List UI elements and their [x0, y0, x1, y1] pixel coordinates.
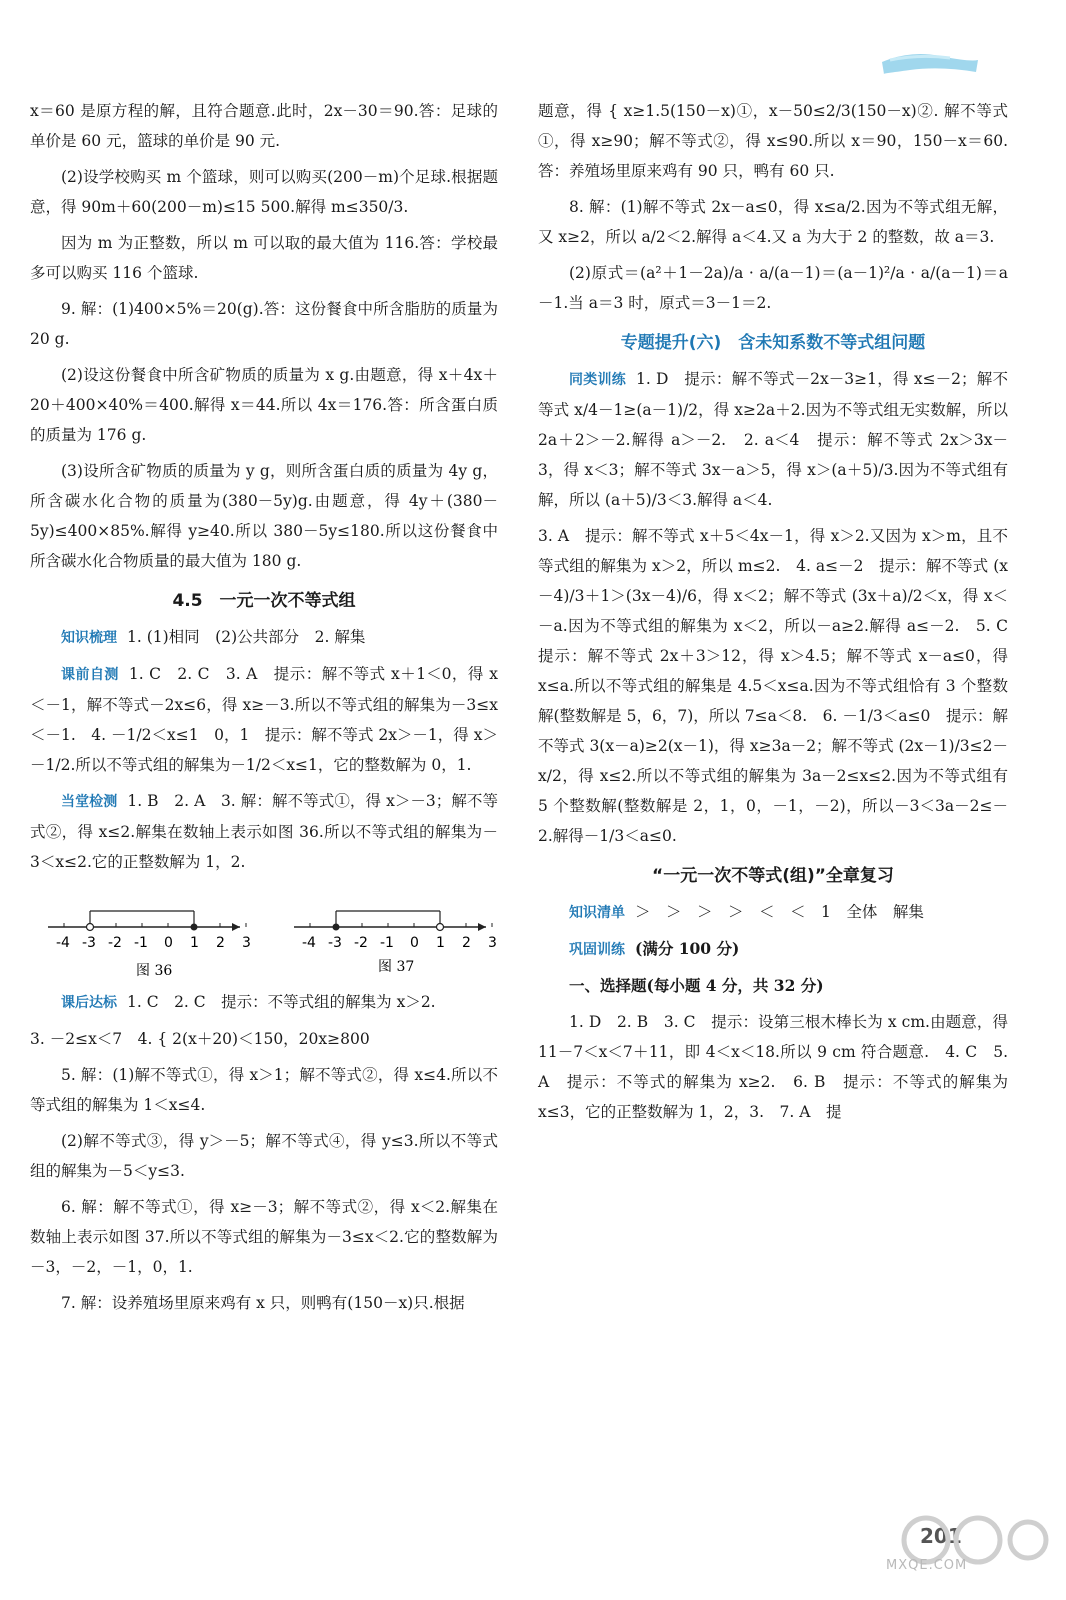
similar-training-text: 1. D 提示：解不等式－2x－3≥1，得 x≤－2；解不等式 x/4－1≥(a－1)/2，得 x≥2a＋2.因为不等式组无实数解，所以 2a＋2＞－2.解得 a＞－2. 2. a＜4 提示：解不等式 2x＞3x－3，得 x＜3；解不等式 3x－a＞5，得 x＞(a＋5)/3.因为不等式组有解，所以 (a＋5)/3＜3.解得 a＜4. — [538, 370, 1009, 509]
knowledge-summary — [30, 622, 498, 653]
pre-class-test-text: 1. C 2. C 3. A 提示：解不等式 x＋1＜0，得 x＜－1，解不等式－2x≤6，得 x≥－3.所以不等式组的解集为－3≤x＜－1. 4. －1/2＜x≤1 0，1 提示：解不等式 2x＞－1，得 x＞－1/2.所以不等式组的解集为－1/2＜x≤1，它的整数解为 0，1. — [30, 665, 499, 774]
fig36-tick-label: -1 — [134, 935, 148, 951]
fig37-tick-label: -4 — [302, 935, 316, 951]
question-5-part-2: (2)解不等式③，得 y＞－5；解不等式④，得 y≤3.所以不等式组的解集为－5＜y≤3. — [30, 1132, 498, 1180]
header-ribbon-decoration — [880, 48, 980, 78]
fig36-tick-label: 0 — [164, 935, 173, 951]
knowledge-list — [538, 897, 1008, 928]
fig36-tick-label: -3 — [82, 935, 96, 951]
question-6: 6. 解：解不等式①，得 x≥－3；解不等式②，得 x＜2.解集在数轴上表示如图 37.所以不等式组的解集为－3≤x＜2.它的整数解为－3，－2，－1，0，1. — [30, 1198, 498, 1276]
left-paragraph-1: x＝60 是原方程的解，且符合题意.此时，2x－30＝90.答：足球的单价是 60 元，篮球的单价是 90 元. — [30, 102, 498, 150]
knowledge-list-text: ＞ ＞ ＞ ＞ ＜ ＜ 1 全体 解集 — [635, 903, 924, 921]
tag-knowledge-summary: 知识梳理 — [61, 630, 117, 646]
consolidation-training — [538, 934, 1008, 965]
fig37-tick-label: 0 — [410, 935, 419, 951]
chapter-review-title: “一元一次不等式(组)”全章复习 — [652, 866, 894, 886]
similar-training — [538, 364, 1008, 515]
choice-answers: 1. D 2. B 3. C 提示：设第三根木棒长为 x cm.由题意，得 11－7＜x＜7＋11，即 4＜x＜18.所以 9 cm 符合题意. 4. C 5. A 提示：不等式的解集为 x≥2. 6. B 提示：不等式的解集为 x≤3，它的正整数解为 1，2，3. 7. A 提 — [538, 1013, 1008, 1121]
question-9-part-2: (2)设这份餐食中所含矿物质的质量为 x g.由题意，得 x＋4x＋20＋400×40%＝400.解得 x＝44.所以 4x＝176.答：所含蛋白质的质量为 176 g. — [30, 366, 498, 444]
watermark-text: MXQE.COM — [886, 1558, 968, 1573]
choice-section-title: 一、选择题(每小题 4 分，共 32 分) — [569, 976, 824, 995]
figure-36-caption: 图 36 — [136, 963, 173, 979]
fig37-tick-label: 1 — [436, 935, 445, 951]
fig36-tick-label: -4 — [56, 935, 70, 951]
question-8-part-2: (2)原式＝(a²＋1－2a)/a · a/(a－1)＝(a－1)²/a · a/(a－1)＝a－1.当 a＝3 时，原式＝3－1＝2. — [538, 264, 1008, 312]
tag-in-class-test: 当堂检测 — [61, 794, 118, 810]
tag-post-class: 课后达标 — [61, 995, 117, 1011]
tag-knowledge-list: 知识清单 — [569, 905, 625, 921]
fig37-tick-label: -3 — [328, 935, 342, 951]
question-7-start: 7. 解：设养殖场里原来鸡有 x 只，则鸭有(150－x)只.根据 — [61, 1294, 465, 1312]
in-class-test-text: 1. B 2. A 3. 解：解不等式①，得 x＞－3；解不等式②，得 x≤2.解集在数轴上表示如图 36.所以不等式组的解集为－3＜x≤2.它的正整数解为 1，2. — [30, 792, 498, 871]
fig37-tick-label: 3 — [488, 935, 497, 951]
watermark-logo — [870, 1510, 1050, 1590]
figure-37-caption: 图 37 — [378, 959, 415, 975]
left-paragraph-3: 因为 m 为正整数，所以 m 可以取的最大值为 116.答：学校最多可以购买 116 个篮球. — [30, 234, 498, 282]
fig36-tick-label: -2 — [108, 935, 122, 951]
fig37-tick-label: -1 — [380, 935, 394, 951]
question-5-part-1: 5. 解：(1)解不等式①，得 x＞1；解不等式②，得 x≤4.所以不等式组的解集为 1＜x≤4. — [30, 1066, 498, 1114]
fig37-tick-label: 2 — [462, 935, 471, 951]
question-8-part-1: 8. 解：(1)解不等式 2x－a≤0，得 x≤a/2.因为不等式组无解，又 x≥2，所以 a/2＜2.解得 a＜4.又 a 为大于 2 的整数，故 a＝3. — [538, 198, 1008, 246]
tag-similar-training: 同类训练 — [569, 372, 627, 388]
section-title-4-5: 4.5 一元一次不等式组 — [172, 591, 356, 611]
right-column — [538, 96, 1024, 1133]
special-topic-title: 专题提升(六) 含未知系数不等式组问题 — [620, 333, 926, 353]
number-line-fig36 — [44, 883, 251, 983]
page-number: 201 — [920, 1524, 962, 1548]
question-7-continued: 题意，得 { x≥1.5(150－x)①，x－50≤2/3(150－x)②. 解不等式①，得 x≥90；解不等式②，得 x≤90.所以 x＝90，150－x＝60.答：养殖场里原来鸡有 90 只，鸭有 60 只. — [538, 102, 1008, 180]
consolidation-score: (满分 100 分) — [635, 939, 740, 958]
question-9-part-3: (3)设所含矿物质的质量为 y g，则所含蛋白质的质量为 4y g，所含碳水化合物的质量为(380－5y)g.由题意，得 4y＋(380－5y)≤400×85%.解得 y≥40.所以 380－5y≤180.所以这份餐食中所含碳水化合物质量的最大值为 180 g. — [30, 462, 498, 570]
fig36-tick-label: 1 — [190, 935, 199, 951]
fig36-tick-label: 2 — [216, 935, 225, 951]
tag-consolidation-training: 巩固训练 — [569, 942, 625, 958]
in-class-test — [30, 786, 498, 877]
fig37-tick-label: -2 — [354, 935, 368, 951]
fig36-tick-label: 3 — [242, 935, 251, 951]
number-line-figures — [30, 883, 498, 983]
post-class — [30, 987, 498, 1018]
knowledge-summary-text: 1. (1)相同 (2)公共部分 2. 解集 — [127, 628, 366, 646]
post-class-text: 1. C 2. C 提示：不等式组的解集为 x＞2. — [127, 993, 436, 1011]
tag-pre-class-test: 课前自测 — [61, 667, 119, 683]
answers-3-4: 3. －2≤x＜7 4. { 2(x＋20)＜150，20x≥800 — [30, 1030, 370, 1048]
left-paragraph-2: (2)设学校购买 m 个篮球，则可以购买(200－m)个足球.根据题意，得 90m＋60(200－m)≤15 500.解得 m≤350/3. — [30, 168, 498, 216]
left-column — [30, 96, 498, 1324]
pre-class-test — [30, 659, 498, 780]
similar-training-continued: 3. A 提示：解不等式 x＋5＜4x－1，得 x＞2.又因为 x＞m，且不等式组的解集为 x＞2，所以 m≤2. 4. a≤－2 提示：解不等式 (x－4)/3＋1＞(3x－4)/6，得 x＜2；解不等式 (3x＋a)/2＜x，得 x＜－a.因为不等式组的解集为 x＜2，所以－a≥2.解得 a≤－2. 5. C 提示：解不等式 2x＋3＞12，得 x＞4.5；解不等式 x－a≤0，得 x≤a.所以不等式组的解集是 4.5＜x≤a.因为不等式组恰有 3 个整数解(整数解是 5，6，7)，所以 7≤a＜8. 6. －1/3＜a≤0 提示：解不等式 3(x－a)≥2(x－1)，得 x≥3a－2；解不等式 (2x－1)/3≤2－x/2，得 x≤2.所以不等式组的解集为 3a－2≤x≤2.因为不等式组有 5 个整数解(整数解是 2，1，0，－1，－2)，所以－3＜3a－2≤－2.解得－1/3＜a≤0. — [538, 527, 1024, 845]
number-line-fig37 — [290, 883, 497, 983]
question-9-part-1: 9. 解：(1)400×5%＝20(g).答：这份餐食中所含脂肪的质量为 20 g. — [30, 300, 498, 348]
